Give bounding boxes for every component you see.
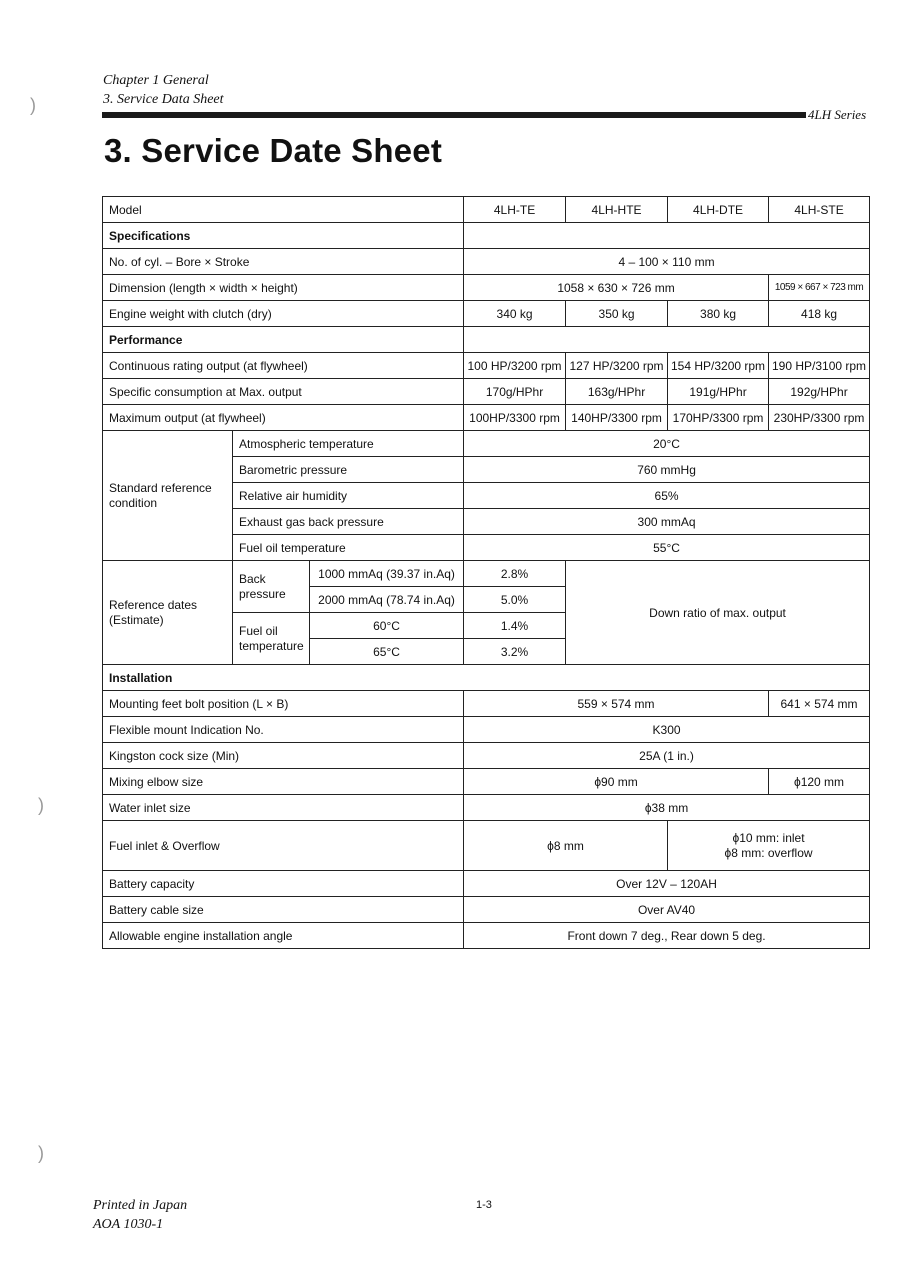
fuel-oil-temp-label: Fuel oil temperature [233,535,464,561]
mixing-elbow-label: Mixing elbow size [103,769,464,795]
standard-reference-label: Standard reference condition [103,431,233,561]
fuel-oil-65: 65°C [310,639,464,665]
table-row [103,743,870,769]
fuel-oil-label: Fuel oil temperature [233,613,310,665]
max-output-hte: 140HP/3300 rpm [566,405,668,431]
service-data-table [102,196,870,949]
down-ratio-note: Down ratio of max. output [566,561,870,665]
table-row [103,691,870,717]
table-row [103,301,870,327]
table-row [103,249,870,275]
continuous-output-label: Continuous rating output (at flywheel) [103,353,464,379]
weight-label: Engine weight with clutch (dry) [103,301,464,327]
fuel-inlet-label: Fuel inlet & Overflow [103,821,464,871]
scan-mark: ) [38,1143,44,1163]
table-row [103,353,870,379]
back-pressure-1000-value: 2.8% [464,561,566,587]
model-4lh-hte: 4LH-HTE [566,197,668,223]
table-row [103,923,870,949]
continuous-output-hte: 127 HP/3200 rpm [566,353,668,379]
table-row [103,275,870,301]
kingston-cock-value: 25A (1 in.) [464,743,870,769]
reference-dates-label: Reference dates (Estimate) [103,561,233,665]
table-row [103,821,870,871]
scan-mark: ) [38,795,44,815]
table-row [103,379,870,405]
fuel-inlet-line: ϕ10 mm: inlet [732,830,805,845]
consumption-dte: 191g/HPhr [668,379,769,405]
scan-mark: ) [30,95,36,115]
water-inlet-label: Water inlet size [103,795,464,821]
specifications-heading: Specifications [103,223,464,249]
back-pressure-2000: 2000 mmAq (78.74 in.Aq) [310,587,464,613]
model-4lh-te: 4LH-TE [464,197,566,223]
barometric-pressure-value: 760 mmHg [464,457,870,483]
fuel-inlet-value: ϕ8 mm [464,821,668,871]
section-heading: 3. Service Data Sheet [103,92,224,107]
battery-capacity-label: Battery capacity [103,871,464,897]
back-pressure-label: Back pressure [233,561,310,613]
continuous-output-dte: 154 HP/3200 rpm [668,353,769,379]
printed-in-label: Printed in Japan [93,1198,188,1213]
fuel-overflow-line: ϕ8 mm: overflow [724,845,813,860]
table-row [103,561,870,587]
fuel-oil-temp-value: 55°C [464,535,870,561]
continuous-output-te: 100 HP/3200 rpm [464,353,566,379]
table-row [103,717,870,743]
exhaust-pressure-label: Exhaust gas back pressure [233,509,464,535]
table-row [103,327,870,353]
table-row [103,897,870,923]
installation-angle-label: Allowable engine installation angle [103,923,464,949]
dimension-value: 1058 × 630 × 726 mm [464,275,769,301]
header-rule [102,112,806,118]
table-row [103,197,870,223]
battery-capacity-value: Over 12V – 120AH [464,871,870,897]
dimension-ste-value: 1059 × 667 × 723 mm [769,275,870,301]
table-row [103,431,870,457]
fuel-inlet-overflow-value [668,821,870,871]
consumption-hte: 163g/HPhr [566,379,668,405]
barometric-pressure-label: Barometric pressure [233,457,464,483]
installation-angle-value: Front down 7 deg., Rear down 5 deg. [464,923,870,949]
flexible-mount-label: Flexible mount Indication No. [103,717,464,743]
mounting-feet-label: Mounting feet bolt position (L × B) [103,691,464,717]
back-pressure-1000: 1000 mmAq (39.37 in.Aq) [310,561,464,587]
table-row [103,405,870,431]
series-label: 4LH Series [808,107,867,122]
battery-cable-value: Over AV40 [464,897,870,923]
max-output-dte: 170HP/3300 rpm [668,405,769,431]
max-output-te: 100HP/3300 rpm [464,405,566,431]
installation-heading: Installation [103,665,870,691]
table-row [103,223,870,249]
back-pressure-2000-value: 5.0% [464,587,566,613]
chapter-heading: Chapter 1 General [103,73,209,88]
empty-cell [464,223,870,249]
performance-heading: Performance [103,327,464,353]
model-label: Model [103,197,464,223]
weight-ste: 418 kg [769,301,870,327]
table-row [103,665,870,691]
consumption-te: 170g/HPhr [464,379,566,405]
humidity-value: 65% [464,483,870,509]
document-number: AOA 1030-1 [93,1217,164,1232]
atmospheric-temp-label: Atmospheric temperature [233,431,464,457]
mixing-elbow-ste-value: ϕ120 mm [769,769,870,795]
page-number: 1-3 [476,1199,492,1211]
model-4lh-ste: 4LH-STE [769,197,870,223]
max-output-label: Maximum output (at flywheel) [103,405,464,431]
consumption-label: Specific consumption at Max. output [103,379,464,405]
mounting-feet-value: 559 × 574 mm [464,691,769,717]
weight-hte: 350 kg [566,301,668,327]
weight-te: 340 kg [464,301,566,327]
page-title: 3. Service Date Sheet [104,132,443,169]
consumption-ste: 192g/HPhr [769,379,870,405]
fuel-oil-60-value: 1.4% [464,613,566,639]
dimension-label: Dimension (length × width × height) [103,275,464,301]
continuous-output-ste: 190 HP/3100 rpm [769,353,870,379]
table-row [103,871,870,897]
table-row [103,769,870,795]
empty-cell [464,327,870,353]
atmospheric-temp-value: 20°C [464,431,870,457]
exhaust-pressure-value: 300 mmAq [464,509,870,535]
cylinder-value: 4 – 100 × 110 mm [464,249,870,275]
battery-cable-label: Battery cable size [103,897,464,923]
humidity-label: Relative air humidity [233,483,464,509]
cylinder-label: No. of cyl. – Bore × Stroke [103,249,464,275]
model-4lh-dte: 4LH-DTE [668,197,769,223]
fuel-oil-60: 60°C [310,613,464,639]
flexible-mount-value: K300 [464,717,870,743]
mixing-elbow-value: ϕ90 mm [464,769,769,795]
fuel-oil-65-value: 3.2% [464,639,566,665]
table-row [103,795,870,821]
weight-dte: 380 kg [668,301,769,327]
water-inlet-value: ϕ38 mm [464,795,870,821]
mounting-feet-ste-value: 641 × 574 mm [769,691,870,717]
max-output-ste: 230HP/3300 rpm [769,405,870,431]
kingston-cock-label: Kingston cock size (Min) [103,743,464,769]
